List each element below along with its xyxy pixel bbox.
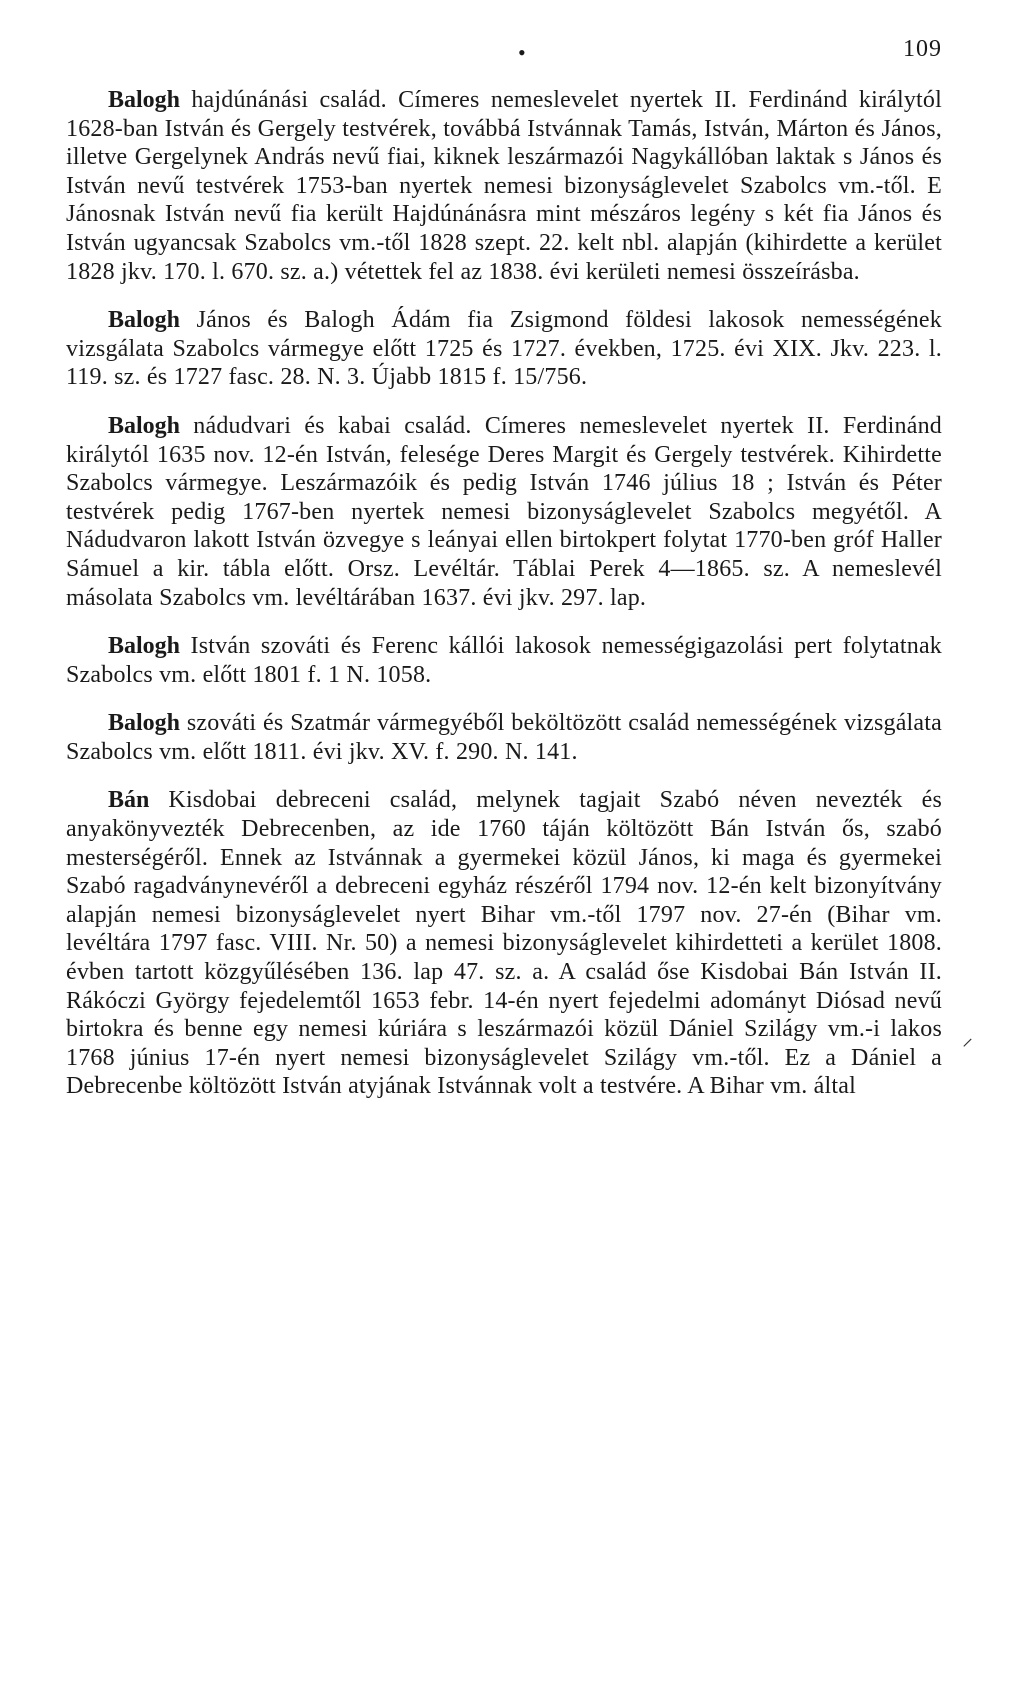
entry-ban-kisdobai [66, 786, 942, 1101]
page-header [66, 34, 942, 86]
entry-balogh-hajdunanasi [66, 86, 942, 286]
page-number: 109 [903, 36, 942, 62]
entry-text: István szováti és Ferenc kállói lakosok nemességigazolási pert folytatnak Szabolcs vm. előtt 1801 f. 1 N. 1058. [66, 633, 943, 688]
entry-text: nádudvari és kabai család. Címeres nemeslevelet nyertek II. Ferdinánd királytól 1635 nov. 12-én István, felesége Deres Margit és Gergely testvérek. Kihirdette Szabolcs vármegye. Leszármazóik és pedig István 1746 július 18 ; István és Péter testvérek pedig 1767-ben nyertek nemesi bizonyságlevelet Szabolcs megyétől. A Nádudvaron lakott István özvegye s leányai ellen birtokpert folytat 1770-ben gróf Haller Sámuel a kir. tábla előtt. Orsz. Levéltár. Táblai Perek 4—1865. sz. A nemeslevél másolata Szabolcs vm. levéltárában 1637. évi jkv. 297. lap. [66, 412, 942, 611]
entry-balogh-szovati [66, 709, 942, 766]
margin-mark: ⸝ [962, 1025, 974, 1050]
header-dot: • [518, 40, 526, 65]
entry-text: szováti és Szatmár vármegyéből beköltözött család nemességének vizsgálata Szabolcs vm. előtt 1811. évi jkv. XV. f. 290. N. 141. [66, 710, 942, 765]
entry-text: Kisdobai debreceni család, melynek tagjait Szabó néven nevezték és anyakönyvezték Debrecenben, az ide 1760 táján költözött Bán István ős, szabó mesterségéről. Ennek az Istvánnak a gyermekei közül János, ki maga és gyermekei Szabó ragadványnevéről a debreceni egyház részéről 1794 nov. 12-én kelt bizonyítvány alapján nemesi bizonyságlevelet nyert Bihar vm.-től 1797 nov. 27-én (Bihar vm. levéltára 1797 fasc. VIII. Nr. 50) a nemesi bizonyságlevelet kihirdetteti a kerület 1808. évben tartott közgyűlésében 136. lap 47. sz. a. A család őse Kisdobai Bán István II. Rákóczi György fejedelemtől 1653 febr. 14-én nyert fejedelmi adományt Diósad nevű birtokra és benne egy nemesi kúriára s leszármazói közül Dániel Szilágy vm.-i lakos 1768 június 17-én nyert nemesi bizonyságlevelet Szilágy vm.-től. Ez a Dániel a Debrecenbe költözött István atyjának Istvánnak volt a testvére. A Bihar vm. által [66, 787, 942, 1100]
entry-balogh-szovati-kalloi [66, 632, 942, 689]
entry-head: Balogh [108, 710, 181, 737]
entry-balogh-nadudvari [66, 412, 942, 612]
entry-head: Bán [108, 787, 150, 814]
entry-balogh-foldesi [66, 306, 942, 392]
entry-head: Balogh [108, 412, 181, 439]
entry-text: hajdúnánási család. Címeres nemeslevelet nyertek II. Ferdinánd királytól 1628-ban István és Gergely testvérek, továbbá Istvánnak Tamás, István, Márton és János, illetve Gergelynek András nevű fiai, kiknek leszármazói Nagykállóban laktak s János és István nevű testvérek 1753-ban nyertek nemesi bizonyságlevelet Szabolcs vm.-től. E Jánosnak István nevű fia került Hajdúnánásra mint mészáros legény s két fia János és István ugyancsak Szabolcs vm.-től 1828 szept. 22. kelt nbl. alapján (kihirdette a kerület 1828 jkv. 170. l. 670. sz. a.) vétettek fel az 1838. évi kerületi nemesi összeírásba. [66, 87, 942, 285]
entry-head: Balogh [108, 633, 181, 660]
page [66, 34, 942, 1121]
entry-head: Balogh [108, 87, 181, 113]
entry-head: Balogh [108, 307, 181, 334]
entry-text: János és Balogh Ádám fia Zsigmond földesi lakosok nemességének vizsgálata Szabolcs vármegye előtt 1725 és 1727. években, 1725. évi XIX. Jkv. 223. l. 119. sz. és 1727 fasc. 28. N. 3. Újabb 1815 f. 15/756. [66, 307, 942, 391]
